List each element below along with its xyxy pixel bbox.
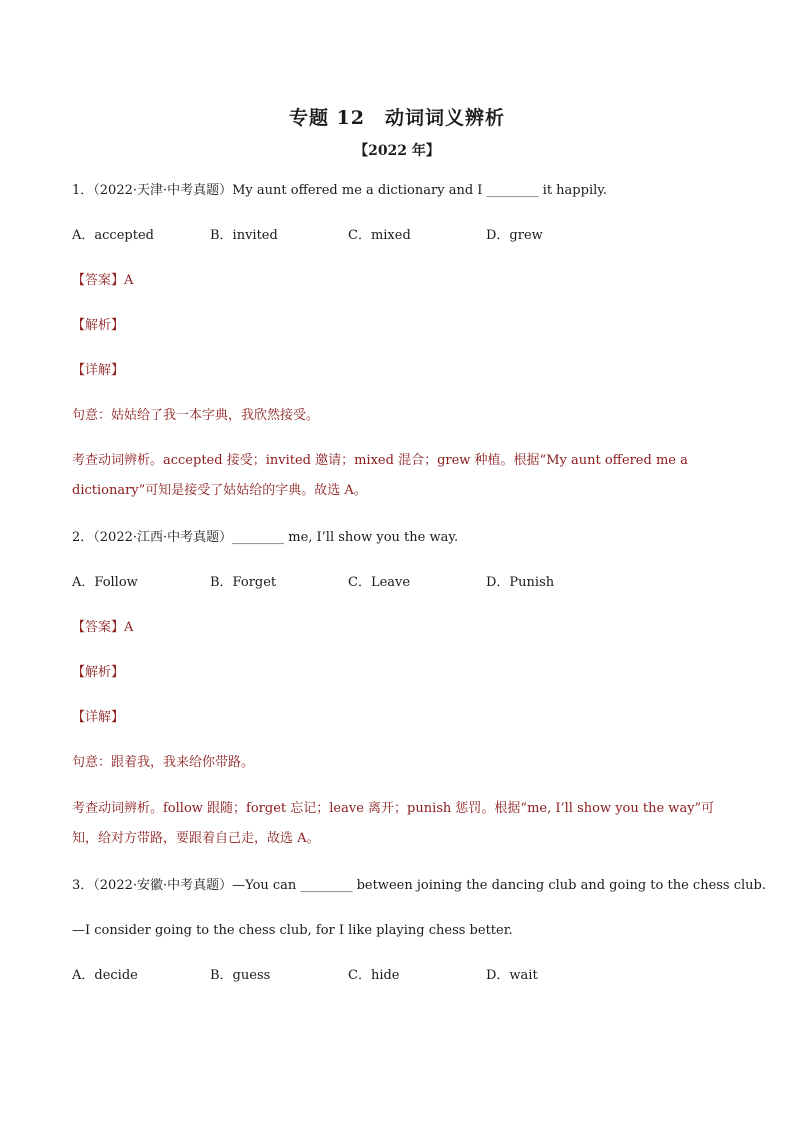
question-2-explanation: 考查动词辨析。follow 跟随；forget 忘记；leave 离开；punish 惩罚。根据“me, I’ll show you the way”可知，给对方带路，要跟着自己走，故选 A。: [72, 801, 715, 846]
page-title: 专题 12 动词词义辨析: [288, 107, 506, 129]
option-c: C．Leave: [348, 575, 411, 590]
question-3-stem: 3．（2022·安徽·中考真题）—You can ________ between joining the dancing club and going to the chess club.: [72, 878, 767, 893]
option-d: D．Punish: [486, 575, 555, 590]
question-3-options: [72, 967, 734, 985]
question-1-answer: 【答案】A: [72, 273, 134, 288]
question-1-detail-label: 【详解】: [72, 363, 125, 378]
question-2-answer: 【答案】A: [72, 620, 134, 635]
option-c: C．hide: [348, 968, 400, 983]
question-2-meaning: 句意：跟着我，我来给你带路。: [72, 755, 255, 770]
year-heading: 【2022 年】: [354, 143, 440, 159]
option-a: A．decide: [72, 968, 138, 983]
question-1-analysis-label: 【解析】: [72, 318, 125, 333]
question-1-options: [72, 227, 734, 245]
question-1-stem: 1．（2022·天津·中考真题）My aunt offered me a dictionary and I ________ it happily.: [72, 183, 608, 198]
option-a: A．accepted: [72, 228, 154, 243]
question-2-detail-label: 【详解】: [72, 710, 125, 725]
question-3-reply: —I consider going to the chess club, for I like playing chess better.: [72, 923, 513, 938]
question-2-stem: 2．（2022·江西·中考真题）________ me, I’ll show you the way.: [72, 530, 459, 545]
question-2-options: [72, 574, 734, 592]
option-b: B．Forget: [210, 575, 277, 590]
question-1-meaning: 句意：姑姑给了我一本字典，我欣然接受。: [72, 408, 320, 423]
question-2-analysis-label: 【解析】: [72, 665, 125, 680]
option-d: D．grew: [486, 228, 543, 243]
option-c: C．mixed: [348, 228, 411, 243]
question-1-explanation: 考查动词辨析。accepted 接受；invited 邀请；mixed 混合；grew 种植。根据“My aunt offered me a dictionary”可知是接受了姑姑给的字典。故选 A。: [72, 453, 688, 498]
option-b: B．guess: [210, 968, 271, 983]
option-b: B．invited: [210, 228, 278, 243]
option-d: D．wait: [486, 968, 538, 983]
option-a: A．Follow: [72, 575, 138, 590]
